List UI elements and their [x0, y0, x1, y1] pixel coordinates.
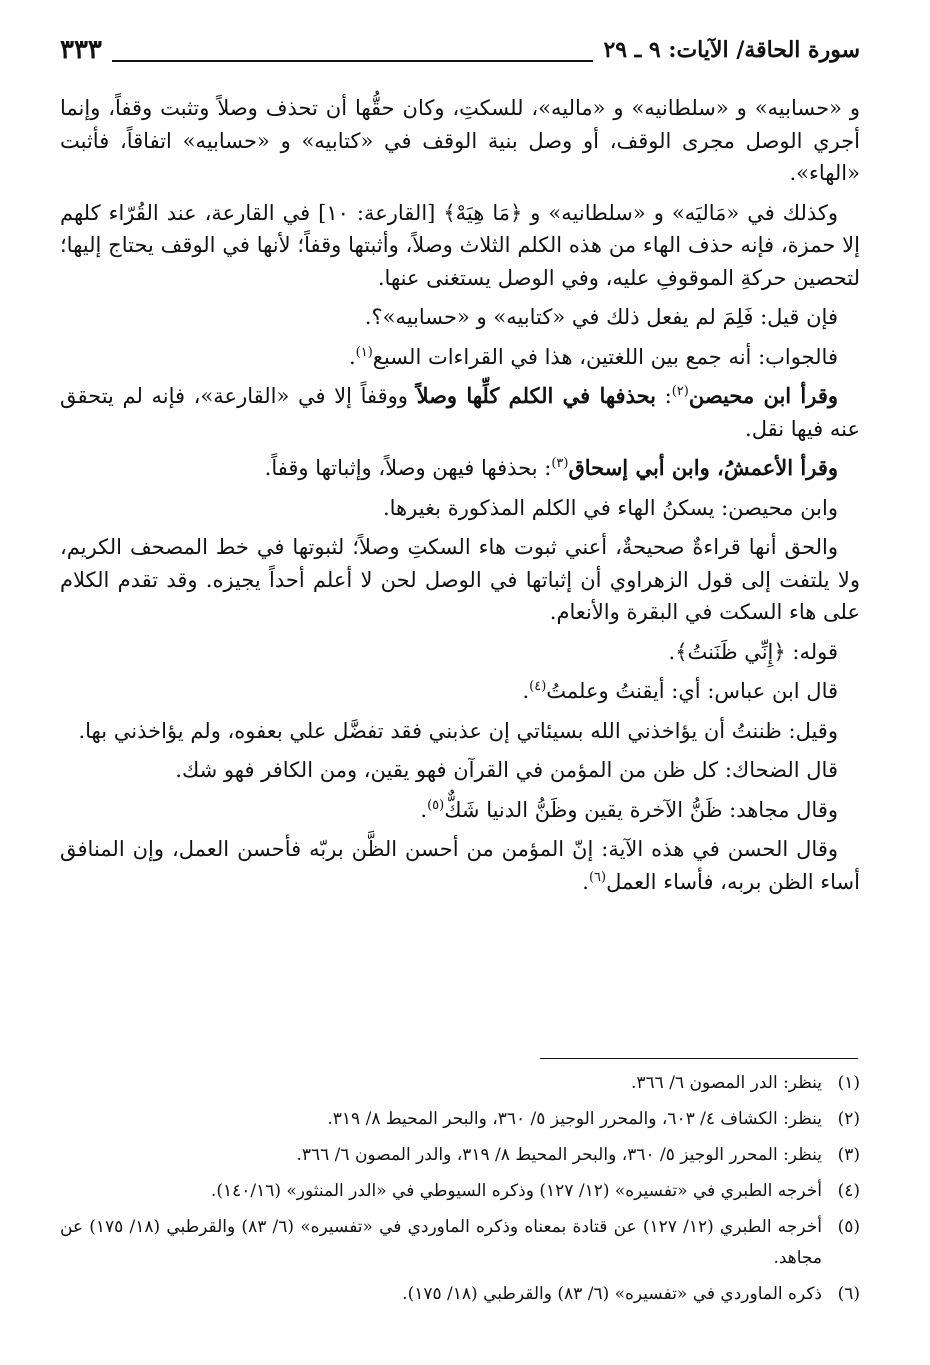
footnote-ref[interactable]: (٣)	[551, 456, 569, 471]
paragraph: فالجواب: أنه جمع بين اللغتين، هذا في القراءات السبع$^{(١)}$.	[348, 344, 838, 369]
paragraph: فإن قيل: فَلِمَ لم يفعل ذلك في «كتابيه» و «حسابيه»؟.	[364, 305, 838, 329]
footnote	[60, 1176, 860, 1207]
paragraph: قال الضحاك: كل ظن من المؤمن في القرآن فهو يقين، ومن الكافر فهو شك.	[175, 758, 838, 782]
footnote-number: (٦)	[837, 1284, 860, 1304]
footnote-number: (٥)	[837, 1217, 860, 1237]
paragraph: وقرأ الأعمشُ، وابن أبي إسحاق$^{(٣)}$: بحذفها فيهن وصلاً، وإثباتها وقفاً.	[264, 455, 838, 480]
footnote	[60, 1068, 860, 1099]
footnote-text: ينظر: الدر المصون ٦/ ٣٦٦.	[631, 1073, 822, 1093]
surah-title: سورة الحاقة/ الآيات: ٩ ـ ٢٩	[603, 37, 860, 63]
footnote-text: ذكره الماوردي في «تفسيره» (٦/ ٨٣) والقرطبي (١٨/ ١٧٥).	[402, 1284, 822, 1304]
footnote-number: (٣)	[837, 1145, 860, 1165]
main-text	[60, 92, 860, 905]
footnote	[60, 1140, 860, 1171]
footnote-text: ينظر: المحرر الوجيز ٥/ ٣٦٠، والبحر المحيط ٨/ ٣١٩، والدر المصون ٦/ ٣٦٦.	[296, 1145, 822, 1165]
footnote-ref[interactable]: (٢)	[671, 384, 689, 399]
page-number: ٣٣٣	[60, 35, 102, 65]
paragraph: وقرأ ابن محيصن$^{(٢)}$: بحذفها في الكلم كلِّها وصلاً ووقفاً إلا في «القارعة»، فإنه لم يتحقق عنه فيها نقل.	[60, 383, 860, 441]
quran-citation: ﴿مَا هِيَهْ﴾	[443, 200, 523, 225]
paragraph: وابن محيصن: يسكنُ الهاء في الكلم المذكورة بغيرها.	[382, 495, 838, 520]
footnote	[60, 1104, 860, 1135]
footnote-text: ينظر: الكشاف ٤/ ٦٠٣، والمحرر الوجيز ٥/ ٣٦٠، والبحر المحيط ٨/ ٣١٩.	[327, 1109, 822, 1129]
footnote-text: أخرجه الطبري (١٢/ ١٢٧) عن قتادة بمعناه وذكره الماوردي في «تفسيره» (٦/ ٨٣) والقرطبي (١٨/ ١٧٥) عن مجاهد.	[60, 1217, 822, 1268]
footnotes	[60, 1068, 860, 1315]
paragraph: والحق أنها قراءةٌ صحيحةٌ، أعني ثبوت هاء السكتِ وصلاً؛ لثبوتها في خط المصحف الكريم، ولا يلتفت إلى قول الزهراوي أن إثباتها في الوصل لحن لا أعلم أحداً يجيزه. وقد تقدم الكلام على هاء السكت في البقرة والأنعام.	[60, 535, 860, 624]
quran-citation: ﴿إِنِّي ظَنَنتُ﴾	[675, 639, 786, 664]
footnote-number: (٢)	[837, 1109, 860, 1129]
paragraph: و «حسابيه» و «سلطانيه» و «ماليه»، للسكتِ، وكان حقُّها أن تحذف وصلاً وتثبت وقفاً، وإنما أجري الوصل مجرى الوقف، أو وصل بنية الوقف في «كتابيه» و «حسابيه» اتفاقاً، فأثبت «الهاء».	[60, 96, 860, 185]
footnote-ref[interactable]: (٦)	[588, 869, 607, 885]
footnote-number: (١)	[837, 1073, 860, 1093]
paragraph: وكذلك في «مَاليَه» و «سلطانيه» و ﴿مَا هِيَهْ﴾ [القارعة: ١٠] في القارعة، عند القُرّاء كلهم إلا حمزة، فإنه حذف الهاء من هذه الكلم الثلاث وصلاً، وأثبتها وقفاً؛ لأنها في الوقف يحتاج إليها؛ لتحصين حركةِ الموقوفِ عليه، وفي الوصل يستغنى عنها.	[60, 200, 860, 290]
footnote-ref[interactable]: (٤)	[529, 679, 547, 694]
paragraph: وقال مجاهد: ظَنُّ الآخرة يقين وظَنُّ الدنيا شَكٌّ$^{(٥)}$.	[420, 797, 838, 822]
footnote-ref[interactable]: (١)	[355, 344, 373, 360]
paragraph: قوله: ﴿إِنِّي ظَنَنتُ﴾.	[668, 639, 838, 664]
footnote-number: (٤)	[837, 1181, 860, 1201]
footnote-separator	[540, 1058, 858, 1059]
paragraph: وقيل: ظننتُ أن يؤاخذني الله بسيئاتي إن عذبني فقد تفضَّل علي بعفوه، ولم يؤاخذني بها.	[78, 718, 838, 743]
running-header	[60, 30, 860, 70]
footnote	[60, 1212, 860, 1274]
footnote	[60, 1279, 860, 1310]
header-rule	[112, 60, 594, 62]
footnote-ref[interactable]: (٥)	[427, 797, 445, 813]
footnote-text: أخرجه الطبري في «تفسيره» (١٢/ ١٢٧) وذكره السيوطي في «الدر المنثور» (١٤٠/١٦).	[210, 1181, 822, 1201]
paragraph: وقال الحسن في هذه الآية: إنّ المؤمن من أحسن الظَّن بربّه فأحسن العمل، وإن المنافق أساء الظن بربه، فأساء العمل$^{(٦)}$.	[60, 837, 860, 894]
paragraph: قال ابن عباس: أي: أيقنتُ وعلمتُ$^{(٤)}$.	[522, 679, 838, 703]
